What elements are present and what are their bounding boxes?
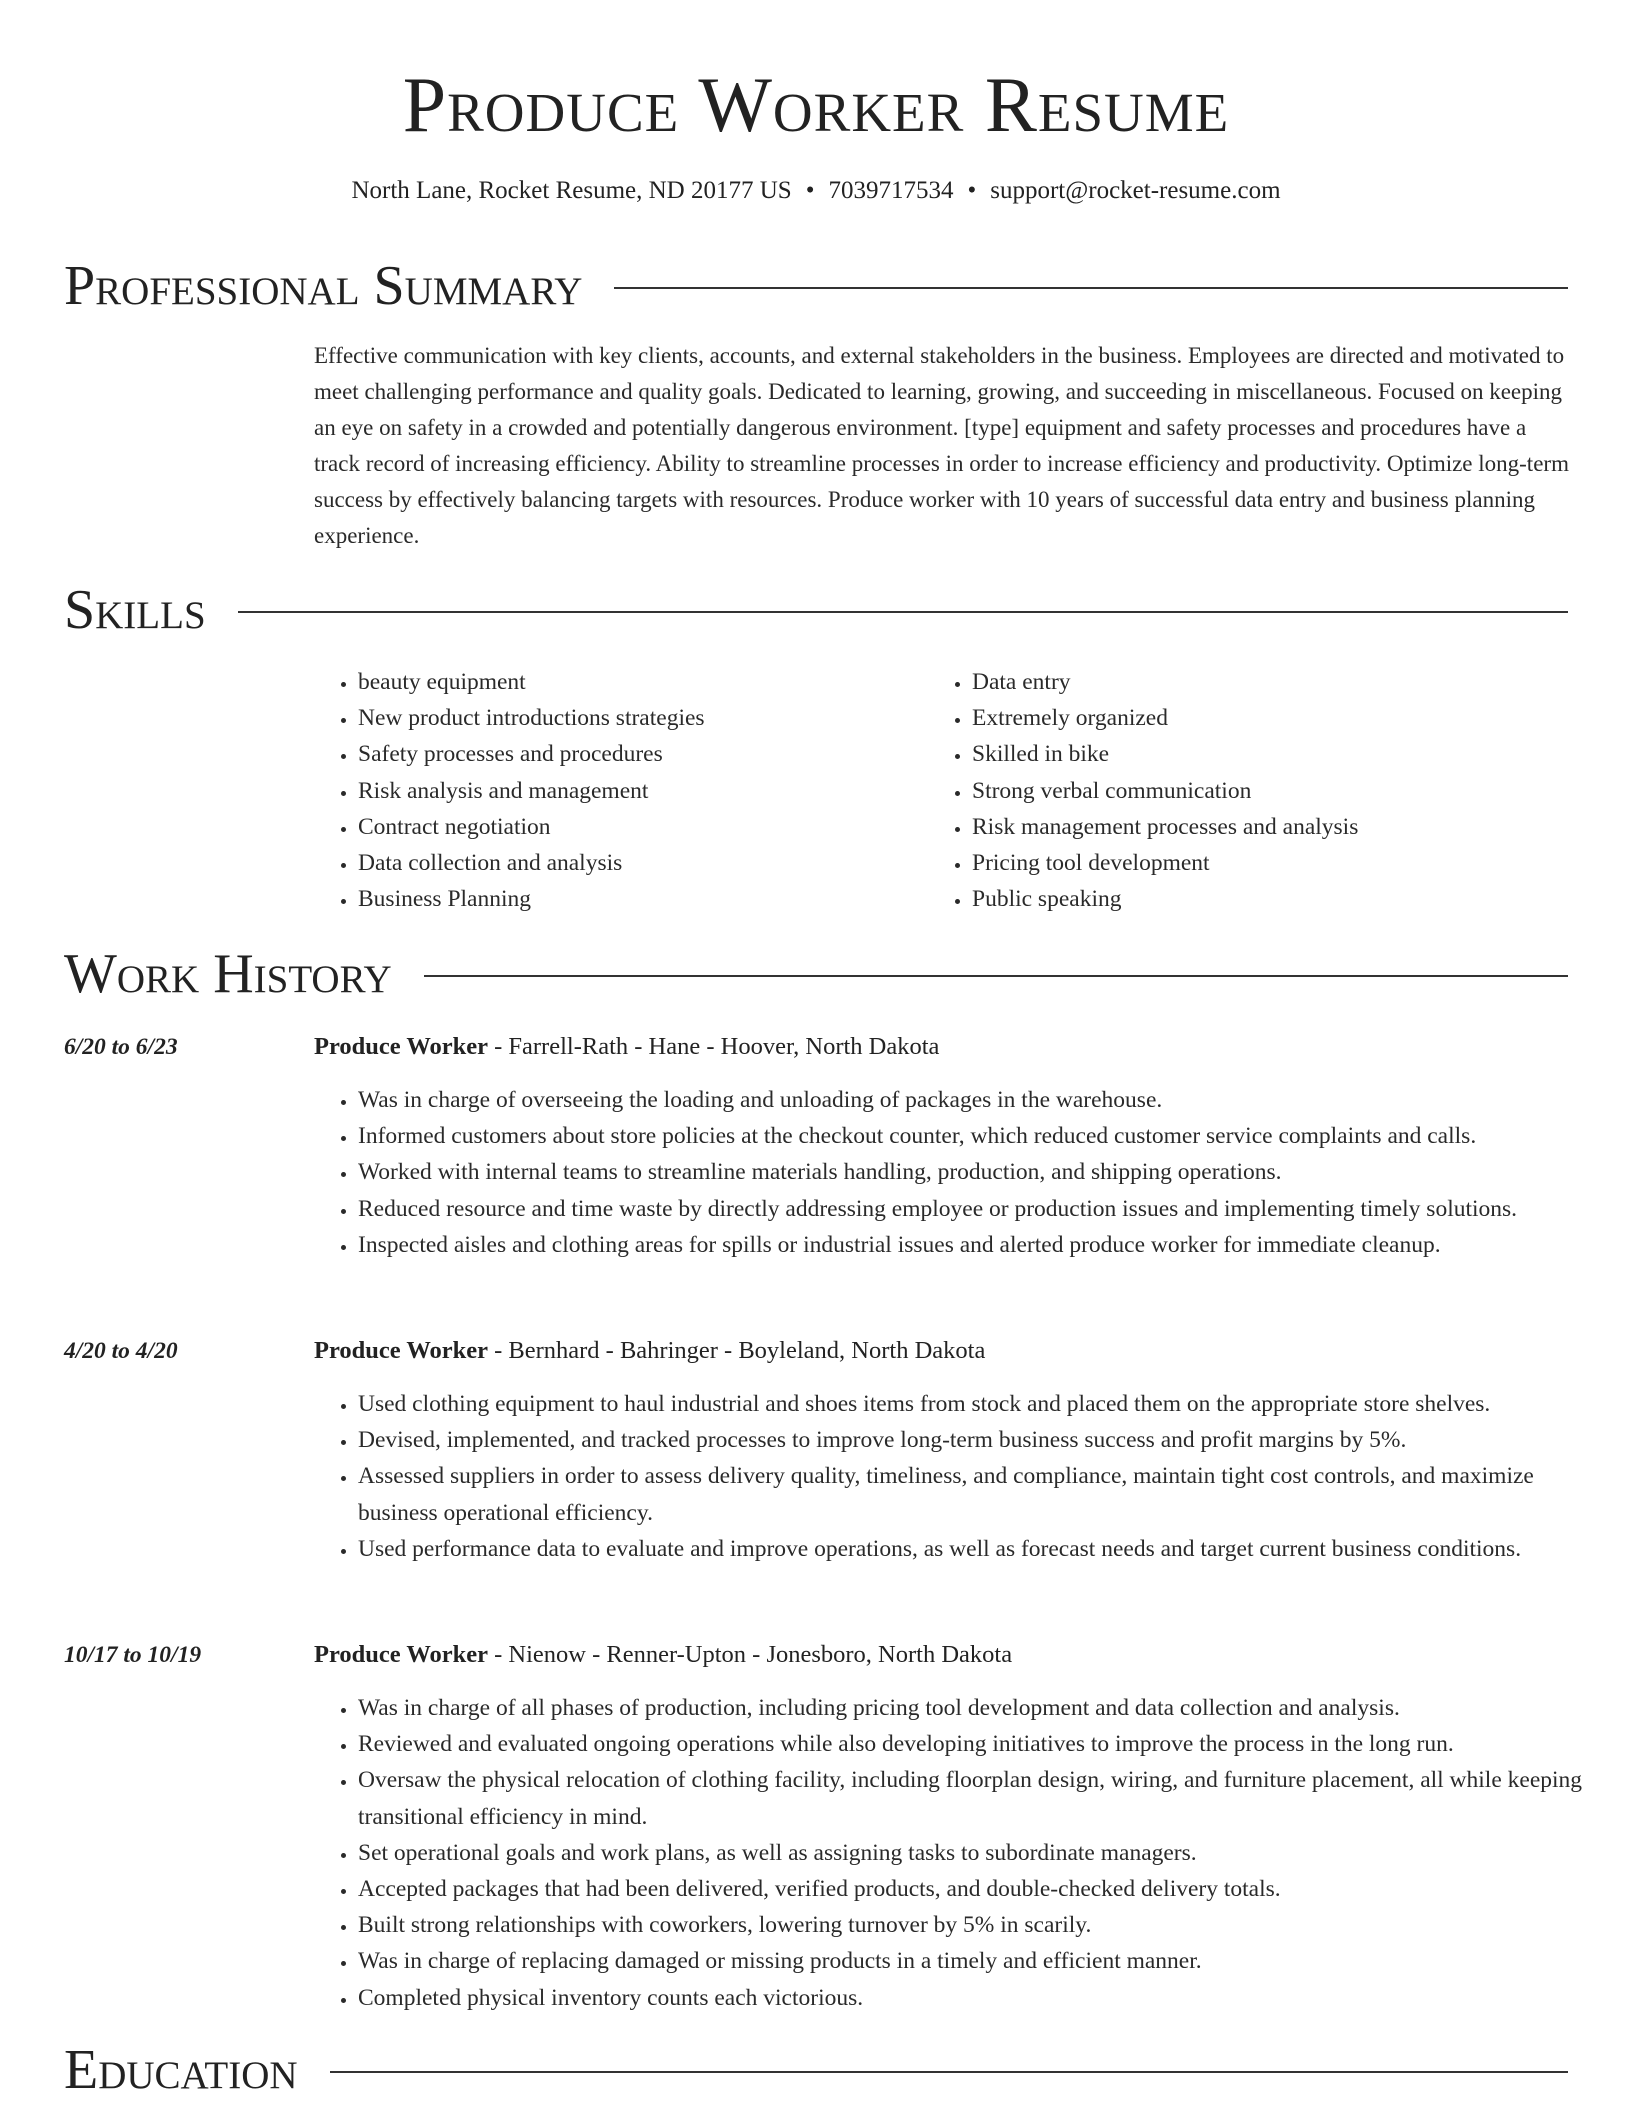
section-divider — [614, 287, 1568, 289]
skill-item: • beauty equipment — [358, 664, 918, 700]
section-title: Work History — [64, 943, 392, 1005]
skill-item: • Extremely organized — [972, 700, 1592, 736]
section-title: Education — [64, 2039, 298, 2101]
section-title: Professional Summary — [64, 255, 583, 317]
skill-item: • Risk analysis and management — [358, 773, 918, 809]
skill-item: • Data collection and analysis — [358, 845, 918, 881]
contact-separator: • — [967, 177, 977, 204]
job-duty: • Reduced resource and time waste by directly addressing employee or production issues and implementing timely solutions. — [358, 1191, 1612, 1227]
job-duty: • Completed physical inventory counts each victorious. — [358, 1980, 1612, 2016]
job-duty: • Built strong relationships with coworkers, lowering turnover by 5% in scarily. — [358, 1907, 1612, 1943]
job-dates: 6/20 to 6/23 — [64, 1034, 178, 1060]
job-duty: • Was in charge of replacing damaged or missing products in a timely and efficient manner. — [358, 1943, 1612, 1979]
contact-phone: 7039717534 — [828, 177, 954, 204]
skills-list-left — [314, 664, 918, 917]
skill-item: • New product introductions strategies — [358, 700, 918, 736]
job-duty: • Worked with internal teams to streamline materials handling, production, and shipping operations. — [358, 1154, 1612, 1190]
skill-item: • Business Planning — [358, 881, 918, 917]
skill-item: • Contract negotiation — [358, 809, 918, 845]
job-title: Produce Worker — [314, 1641, 488, 1668]
section-title: Skills — [64, 579, 206, 641]
job-duty: • Devised, implemented, and tracked processes to improve long-term business success and profit margins by 5%. — [358, 1422, 1612, 1458]
job-dates: 4/20 to 4/20 — [64, 1338, 178, 1364]
job-title: Produce Worker — [314, 1337, 488, 1364]
skill-item: • Skilled in bike — [972, 736, 1592, 772]
job-duty: • Informed customers about store policies at the checkout counter, which reduced customer service complaints and calls. — [358, 1118, 1612, 1154]
skill-item: • Risk management processes and analysis — [972, 809, 1592, 845]
job-employer-location: - Nienow - Renner-Upton - Jonesboro, North Dakota — [487, 1641, 1013, 1668]
job-duty: • Used clothing equipment to haul industrial and shoes items from stock and placed them on the appropriate store shelves. — [358, 1386, 1612, 1422]
job-employer-location: - Bernhard - Bahringer - Boyleland, North Dakota — [487, 1337, 986, 1364]
skill-item: • Data entry — [972, 664, 1592, 700]
skill-item: • Public speaking — [972, 881, 1592, 917]
job-duty: • Oversaw the physical relocation of clothing facility, including floorplan design, wiring, and furniture placement, all while keeping transitional efficiency in mind. — [358, 1762, 1612, 1834]
skill-item: • Safety processes and procedures — [358, 736, 918, 772]
job-duty: • Set operational goals and work plans, as well as assigning tasks to subordinate managers. — [358, 1835, 1612, 1871]
section-divider — [238, 611, 1568, 613]
section-header-summary — [64, 256, 1568, 316]
contact-email[interactable]: support@rocket-resume.com — [990, 177, 1281, 204]
job-duty: • Reviewed and evaluated ongoing operations while also developing initiatives to improve the process in the long run. — [358, 1726, 1612, 1762]
skill-item: • Strong verbal communication — [972, 773, 1592, 809]
job-duty: • Inspected aisles and clothing areas for spills or industrial issues and alerted produce worker for immediate cleanup. — [358, 1227, 1612, 1263]
contact-line — [0, 174, 1632, 208]
summary-text: Effective communication with key clients, accounts, and external stakeholders in the business. Employees are directed and motivated to meet challenging performance and quality goals. Dedicated to learning, growing, and succeeding in miscellaneous. Focused on keeping an eye on safety in a crowded and potentially dangerous environment. [type] equipment and safety processes and procedures have a track record of increasing efficiency. Ability to streamline processes in order to increase efficiency and productivity. Optimize long-term success by effectively balancing targets with resources. Produce worker with 10 years of successful data entry and business planning experience. — [314, 343, 1569, 548]
skill-item: • Pricing tool development — [972, 845, 1592, 881]
contact-address: North Lane, Rocket Resume, ND 20177 US — [351, 177, 792, 204]
job-employer-location: - Farrell-Rath - Hane - Hoover, North Dakota — [487, 1033, 940, 1060]
job-heading — [314, 1638, 1574, 1672]
section-divider — [330, 2071, 1568, 2073]
job-duties-list — [314, 1690, 1612, 2016]
job-heading — [314, 1030, 1574, 1064]
job-duty: • Assessed suppliers in order to assess delivery quality, timeliness, and compliance, maintain tight cost controls, and maximize business operational efficiency. — [358, 1458, 1612, 1530]
section-header-education — [64, 2040, 1568, 2100]
job-duties-list — [314, 1386, 1612, 1567]
contact-separator: • — [805, 177, 815, 204]
job-duty: • Accepted packages that had been delivered, verified products, and double-checked delivery totals. — [358, 1871, 1612, 1907]
job-heading — [314, 1334, 1574, 1368]
resume-title: Produce Worker Resume — [402, 61, 1230, 148]
job-duty: • Was in charge of overseeing the loading and unloading of packages in the warehouse. — [358, 1082, 1612, 1118]
skills-list-right — [928, 664, 1592, 917]
section-divider — [424, 975, 1568, 977]
section-header-skills — [64, 580, 1568, 640]
job-duty: • Was in charge of all phases of production, including pricing tool development and data collection and analysis. — [358, 1690, 1612, 1726]
job-duties-list — [314, 1082, 1612, 1263]
job-title: Produce Worker — [314, 1033, 488, 1060]
job-dates: 10/17 to 10/19 — [64, 1642, 202, 1668]
section-header-work-history — [64, 944, 1568, 1004]
job-duty: • Used performance data to evaluate and improve operations, as well as forecast needs and target current business conditions. — [358, 1531, 1612, 1567]
